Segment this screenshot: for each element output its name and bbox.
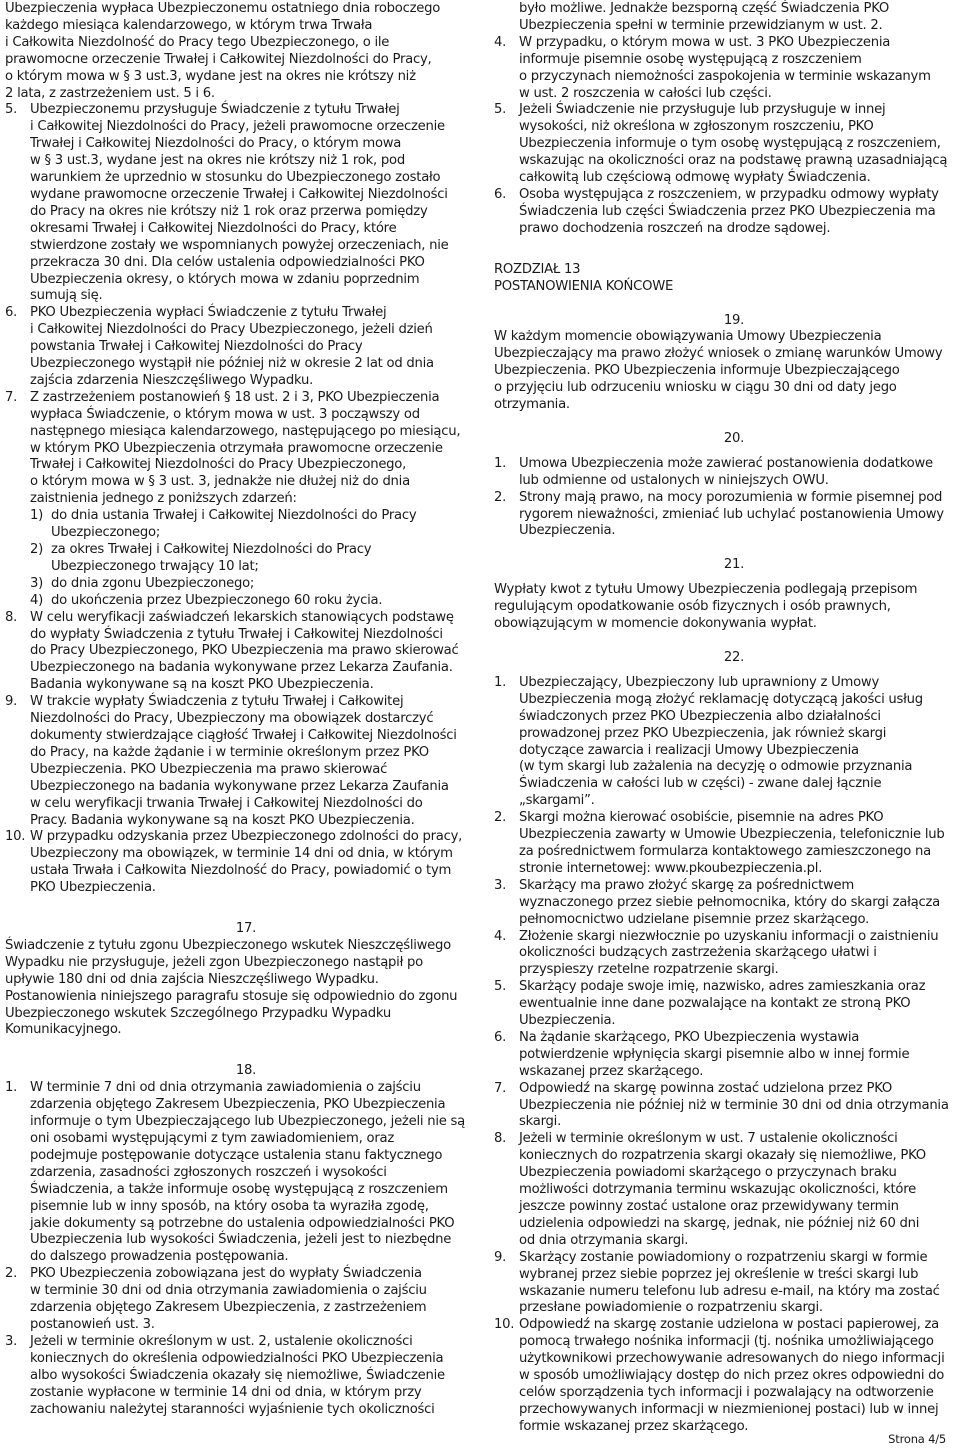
numbered-item (494, 929, 954, 980)
text-line: regulującym opodatkowanie osób fizycznych i osób prawnych, (494, 599, 891, 615)
text-line: Komunikacyjnego. (5, 1022, 122, 1038)
text-line: Ubezpieczonego trwający 10 lat; (51, 558, 259, 574)
text-line: przyspieszy rzetelne rozpatrzenie skargi. (519, 962, 779, 978)
text-line: Jeżeli w terminie określonym w ust. 2, ustalenie okoliczności (30, 1333, 413, 1349)
numbered-item (494, 102, 954, 187)
section-22-items (494, 675, 954, 1436)
text-line: w celu weryfikacji trwania Trwałej i Całkowitej Niezdolności do (30, 795, 423, 811)
text-line: wskazanie numeru telefonu lub adresu e-mail, na który ma zostać (519, 1283, 940, 1299)
text-line: prowadzonej przez PKO Ubezpieczenia, jak również skargi (519, 725, 887, 741)
text-line: stwierdzone zostały we wspomnianych powyżej orzeczeniach, nie (30, 237, 449, 253)
text-line: o którym mowa w § 3 ust.3, wydane jest na okres nie krótszy niż (5, 68, 416, 84)
item-number: 6. (494, 186, 507, 202)
text-line: W przypadku, o którym mowa w ust. 3 PKO Ubezpieczenia (519, 34, 891, 50)
item-number: 6. (5, 305, 18, 321)
text-line: Ubezpieczenia zawarty w Umowie Ubezpieczenia, telefonicznie lub (519, 827, 945, 843)
text-line: upływie 180 dni od dnia zajścia Nieszczęśliwego Wypadku. (5, 971, 379, 987)
text-line: Wypłaty kwot z tytułu Umowy Ubezpieczenia podlegają przepisom (494, 582, 918, 598)
numbered-item (494, 490, 954, 541)
item-number: 1. (494, 455, 507, 471)
text-line: Świadczenie z tytułu zgonu Ubezpieczonego wskutek Nieszczęśliwego (5, 937, 451, 953)
item-number: 5. (5, 102, 18, 118)
text-line: pisemnie lub w inny sposób, na który osoba ta wyraziła zgodę, (30, 1198, 429, 1214)
text-line: o którym mowa w § 3 ust. 3, jednakże nie dłużej niż do dnia (30, 474, 410, 490)
section-17-text (5, 938, 467, 1039)
text-line: do dnia zgonu Ubezpieczonego; (51, 575, 255, 591)
text-line: otrzymania. (494, 397, 570, 413)
text-line: Wypadku nie przysługuje, jeżeli zgon Ubezpieczonego nastąpił po (5, 954, 423, 970)
text-line: Świadczenia w całości lub w części) - zwane dalej łącznie (519, 776, 882, 792)
text-line: warunkiem że uprzednio w stosunku do Ubezpieczonego zostało (30, 170, 441, 186)
chapter-number: ROZDZIAŁ 13 (494, 261, 581, 277)
text-line: 2 lata, z zastrzeżeniem ust. 5 i 6. (5, 85, 215, 101)
text-line: możliwości dotrzymania terminu wskazując okoliczności, które (519, 1182, 916, 1198)
text-line: całkowitą lub częściową odmowę wypłaty Świadczenia. (519, 170, 871, 186)
numbered-item (5, 610, 467, 695)
numbered-item (5, 1266, 467, 1334)
text-line: o przyjęciu lub odrzuceniu wniosku w ciągu 30 dni od daty jego (494, 380, 897, 396)
numbered-item (494, 187, 954, 238)
numbered-item (5, 390, 467, 508)
section-16-items-b (5, 610, 467, 897)
text-line: Ubezpieczenia. (519, 523, 616, 539)
text-line: było możliwe. Jednakże bezsporną część Świadczenia PKO (519, 1, 890, 16)
page-number: Strona 4/5 (888, 1432, 946, 1446)
text-line: koniecznych do rozpatrzenia skargi okazały się niemożliwe, PKO (519, 1148, 926, 1164)
item-number: 2) (30, 542, 44, 557)
text-line: i Całkowitej Niezdolności do Pracy, jeżeli prawomocne orzeczenie (30, 119, 445, 135)
text-line: Ubezpieczonego wskutek Szczególnego Przypadku Wypadku (5, 1005, 391, 1021)
text-line: Ubezpieczenia okresy, o których mowa w zdaniu poprzednim (30, 271, 420, 287)
text-line: jakie dokumenty są potrzebne do ustalenia odpowiedzialności PKO (30, 1215, 455, 1231)
text-line: Ubezpieczonego na badania wykonywane przez Lekarza Zaufania. (30, 660, 453, 676)
text-line: Skargi można kierować osobiście, pisemnie na adres PKO (519, 810, 884, 826)
text-line: w § 3 ust.3, wydane jest na okres nie krótszy niż 1 rok, pod (30, 153, 405, 169)
numbered-item (494, 979, 954, 1030)
text-line: do Pracy Ubezpieczonego, PKO Ubezpieczenia ma prawo skierować (30, 643, 459, 659)
item-number: 7. (494, 1080, 507, 1096)
text-line: potwierdzenie wpłynięcia skargi pisemnie albo w innej formie (519, 1046, 910, 1062)
text-line: następnego miesiąca kalendarzowego, następującego po miesiącu, (30, 423, 461, 439)
text-line: wypłaca Świadczenie, o którym mowa w ust. 3 począwszy od (30, 406, 420, 422)
intro-paragraph (5, 1, 467, 102)
item-number: 5. (494, 102, 507, 118)
sub-list-item (5, 508, 467, 542)
chapter-heading (494, 262, 954, 296)
text-line: Umowa Ubezpieczenia może zawierać postanowienia dodatkowe (519, 455, 933, 471)
section-19-title: 19. (723, 312, 745, 328)
text-line: Ubezpieczonego na badania wykonywane przez Lekarza Zaufania (30, 778, 449, 794)
text-line: Skarżący ma prawo złożyć skargę za pośrednictwem (519, 877, 855, 893)
text-line: W terminie 7 dni od dnia otrzymania zawiadomienia o zajściu (30, 1080, 421, 1096)
section-19-text (494, 329, 954, 414)
right-column (494, 0, 954, 1436)
item-number: 1. (5, 1080, 18, 1096)
text-line: jeszcze powinny zostać ustalone oraz przewidywany termin (519, 1199, 899, 1214)
text-line: Ubezpieczenia nie później niż w terminie 30 dni od dnia otrzymania (519, 1097, 949, 1113)
text-line: Ubezpieczony ma obowiązek, w terminie 14 dni od dnia, w którym (30, 846, 453, 862)
text-line: Na żądanie skarżącego, PKO Ubezpieczenia wystawia (519, 1029, 860, 1045)
text-line: okresami Trwałej i Całkowitej Niezdolności do Pracy, które (30, 220, 397, 236)
text-line: W przypadku odzyskania przez Ubezpieczonego zdolności do pracy, (30, 829, 463, 845)
section-18-continuation (494, 1, 954, 35)
text-line: wysokości, niż określona w zgłoszonym roszczeniu, PKO (519, 119, 874, 135)
item-number: 4. (494, 34, 507, 50)
numbered-item (494, 1030, 954, 1081)
text-line: do wypłaty Świadczenia z tytułu Trwałej i Całkowitej Niezdolności (30, 626, 443, 642)
text-line: Skarżący podaje swoje imię, nazwisko, adres zamieszkania oraz (519, 979, 926, 995)
text-line: oni osobami występującymi z tym zawiadomieniem, oraz (30, 1131, 395, 1146)
section-21-title: 21. (723, 557, 745, 573)
item-number: 6. (494, 1029, 507, 1045)
numbered-item (5, 102, 467, 305)
text-line: każdego miesiąca kalendarzowego, w którym trwa Trwała (5, 17, 373, 33)
text-line: Ubezpieczenia lub wysokości Świadczenia, jeżeli jest to niezbędne (30, 1232, 452, 1248)
item-number: 3. (5, 1333, 18, 1349)
text-line: Jeżeli w terminie określonym w ust. 7 ustalenie okoliczności (519, 1131, 898, 1147)
numbered-item (5, 1080, 467, 1266)
text-line: użytkownikowi przechowywanie adresowanych do niego informacji (519, 1351, 945, 1367)
item-number: 8. (494, 1131, 507, 1147)
text-line: Ubezpieczenia informuje o tym osobę występującą z roszczeniem, (519, 136, 941, 152)
item-number: 9. (494, 1249, 507, 1265)
sub-list-item (5, 542, 467, 576)
text-line: Świadczenia, a także informuje osobę występującą z roszczeniem (30, 1181, 448, 1197)
section-22-title: 22. (723, 650, 745, 665)
text-line: Z zastrzeżeniem postanowień § 18 ust. 2 i 3, PKO Ubezpieczenia (30, 389, 440, 405)
text-line: Świadczenia lub części Świadczenia przez PKO Ubezpieczenia ma (519, 203, 936, 219)
text-line: Skarżący zostanie powiadomiony o rozpatrzeniu skargi w formie (519, 1249, 928, 1265)
text-line: do dnia ustania Trwałej i Całkowitej Niezdolności do Pracy (51, 508, 417, 524)
text-line: wydane prawomocne orzeczenie Trwałej i Całkowitej Niezdolności (30, 186, 448, 202)
text-line: Ubezpieczenia wypłaca Ubezpieczonemu ostatniego dnia roboczego (5, 1, 441, 16)
item-number: 2. (494, 810, 507, 826)
text-line: Odpowiedź na skargę powinna zostać udzielona przez PKO (519, 1080, 893, 1096)
text-line: W celu weryfikacji zaświadczeń lekarskich stanowiących podstawę (30, 609, 454, 625)
text-line: lub odmienne od ustalonych w niniejszych OWU. (519, 472, 829, 488)
numbered-item (494, 878, 954, 929)
text-line: Złożenie skargi niezwłocznie po uzyskaniu informacji o zaistnieniu (519, 928, 939, 944)
text-line: dotyczące zawarcia i realizacji Umowy Ubezpieczenia (519, 742, 859, 758)
section-20-title: 20. (723, 430, 745, 446)
text-line: koniecznych do określenia odpowiedzialności PKO Ubezpieczenia (30, 1350, 444, 1366)
item-number: 1. (494, 674, 507, 690)
text-line: do Pracy na okres nie krótszy niż 1 rok oraz przerwa pomiędzy (30, 203, 428, 219)
numbered-item (5, 829, 467, 897)
numbered-item (5, 305, 467, 390)
text-line: Postanowienia niniejszego paragrafu stosuje się odpowiednio do zgonu (5, 988, 458, 1004)
text-line: powstania Trwałej i Całkowitej Niezdolności do Pracy (30, 339, 363, 355)
text-line: przechowywanych informacji w niezmienionej postaci) lub w innej (519, 1401, 939, 1417)
text-line: Osoba występująca z roszczeniem, w przypadku odmowy wypłaty (519, 186, 939, 202)
text-line: przesłane powiadomienie o rozpatrzeniu skargi. (519, 1300, 823, 1316)
text-line: wskazanej przez skarżącego. (519, 1063, 704, 1079)
text-line: formie wskazanej przez skarżącego. (519, 1418, 749, 1434)
text-line: w ust. 2 roszczenia w całości lub części. (519, 85, 772, 101)
section-18-items (5, 1080, 467, 1418)
section-18-title: 18. (235, 1063, 257, 1079)
text-line: do dalszego prowadzenia postępowania. (30, 1249, 289, 1265)
text-line: stronie internetowej: www.pkoubezpieczenia.pl. (519, 860, 823, 876)
item-number: 3) (30, 575, 44, 591)
text-line: rygorem nieważności, zmieniać lub uchylać postanowienia Umowy (519, 506, 944, 522)
text-line: zdarzenia objętego Zakresem Ubezpieczenia, z zastrzeżeniem (30, 1300, 427, 1316)
text-line: Ubezpieczonego; (51, 525, 161, 541)
text-line: sumują się. (30, 288, 103, 304)
text-line: PKO Ubezpieczenia. (30, 880, 156, 896)
text-line: od dnia otrzymania skargi. (519, 1232, 689, 1248)
item-number: 7. (5, 389, 18, 405)
numbered-item (494, 1131, 954, 1249)
item-number: 8. (5, 609, 18, 625)
numbered-item (494, 35, 954, 103)
text-line: Ubezpieczający, Ubezpieczony lub uprawniony z Umowy (519, 674, 880, 690)
text-line: za okres Trwałej i Całkowitej Niezdolności do Pracy (51, 542, 372, 557)
text-line: Ubezpieczenia. PKO Ubezpieczenia informuje Ubezpieczającego (494, 363, 900, 379)
text-line: przekracza 30 dni. Dla celów ustalenia odpowiedzialności PKO (30, 254, 425, 270)
text-line: o przyczynach niemożności zaspokojenia w terminie wskazanym (519, 68, 931, 84)
numbered-item (494, 810, 954, 878)
text-line: informuje pisemnie osobę występującą z roszczeniem (519, 51, 862, 67)
numbered-item (494, 675, 954, 810)
item-number: 3. (494, 877, 507, 893)
chapter-title: POSTANOWIENIA KOŃCOWE (494, 278, 674, 294)
text-line: udzielenia odpowiedzi na skargę, jednak, nie później niż 60 dni (519, 1215, 920, 1231)
section-20-items (494, 456, 954, 541)
text-line: obowiązującym w momencie dokonywania wypłat. (494, 616, 817, 632)
text-line: „skargami”. (519, 793, 595, 809)
text-line: i Całkowita Niezdolność do Pracy tego Ubezpieczonego, o ile (5, 34, 390, 50)
text-line: Badania wykonywane są na koszt PKO Ubezpieczenia. (30, 677, 374, 693)
text-line: okoliczności budzących zastrzeżenia skarżącego ułatwi i (519, 945, 877, 961)
item-number: 1) (30, 508, 44, 524)
text-line: zajścia zdarzenia Nieszczęśliwego Wypadku. (30, 372, 314, 388)
item-number: 5. (494, 979, 507, 995)
text-line: świadczonych przez PKO Ubezpieczenia albo działalności (519, 708, 881, 724)
numbered-item (494, 1317, 954, 1435)
item-number: 10. (494, 1317, 515, 1333)
text-line: zostanie wypłacone w terminie 14 dni od dnia, w którym przy (30, 1384, 422, 1400)
text-line: Ubezpieczający ma prawo złożyć wniosek o zmianę warunków Umowy (494, 346, 943, 362)
text-line: informuje o tym Ubezpieczającego lub Ubezpieczonego, jeżeli nie są (30, 1114, 466, 1130)
sub-list-item (5, 576, 467, 593)
text-line: Ubezpieczonemu przysługuje Świadczenie z tytułu Trwałej (30, 102, 400, 118)
text-line: zachowaniu należytej staranności wyjaśnienie tych okoliczności (30, 1401, 435, 1417)
text-line: postanowień ust. 3. (30, 1316, 155, 1332)
text-line: celów sporządzenia tych informacji i pozwalający na odtworzenie (519, 1384, 934, 1400)
section-21-text (494, 582, 954, 633)
text-line: Niezdolności do Pracy, Ubezpieczony ma obowiązek dostarczyć (30, 711, 434, 727)
text-line: podejmuje postępowanie dotyczące ustalenia stanu faktycznego (30, 1147, 443, 1163)
text-line: w którym PKO Ubezpieczenia otrzymała prawomocne orzeczenie (30, 440, 443, 456)
text-line: Ubezpieczenia powiadomi skarżącego o przyczynach braku (519, 1165, 897, 1181)
text-line: Odpowiedź na skargę zostanie udzielona w postaci papierowej, za (519, 1317, 939, 1333)
text-line: Ubezpieczenia spełni w terminie przewidzianym w ust. 2. (519, 17, 883, 33)
text-line: do ukończenia przez Ubezpieczonego 60 roku życia. (51, 592, 383, 608)
text-line: Strony mają prawo, na mocy porozumienia w formie pisemnej pod (519, 489, 943, 505)
numbered-item (5, 1334, 467, 1419)
text-line: zaistnienia jednego z poniższych zdarzeń: (30, 491, 297, 507)
item-number: 2. (494, 489, 507, 505)
text-line: do Pracy, na każde żądanie i w terminie określonym przez PKO (30, 744, 429, 760)
text-line: dokumenty stwierdzające ciągłość Trwałej i Całkowitej Niezdolności (30, 727, 457, 743)
item-number: 4) (30, 592, 44, 608)
text-line: wybranej przez siebie poprzez jej określenie w treści skargi lub (519, 1266, 919, 1282)
numbered-item (494, 1081, 954, 1132)
text-line: prawo dochodzenia roszczeń na drodze sądowej. (519, 220, 831, 236)
text-line: Trwałej i Całkowitej Niezdolności do Pracy, o którym mowa (30, 136, 402, 152)
item-number: 4. (494, 928, 507, 944)
item-number: 2. (5, 1266, 18, 1282)
sub-list-item (5, 593, 467, 610)
text-line: W każdym momencie obowiązywania Umowy Ubezpieczenia (494, 329, 882, 345)
text-line: ewentualnie inne dane pozwalające na kontakt ze stroną PKO (519, 996, 911, 1012)
left-column (5, 0, 467, 1418)
text-line: Ubezpieczenia mogą złożyć reklamację dotyczącą jakości usług (519, 691, 923, 707)
text-line: w sposób umożliwiający dostęp do nich przez okres odpowiedni do (519, 1368, 945, 1384)
numbered-item (494, 456, 954, 490)
text-line: i Całkowitej Niezdolności do Pracy Ubezpieczonego, jeżeli dzień (30, 322, 433, 338)
section-17-title: 17. (235, 921, 257, 937)
text-line: Trwałej i Całkowitej Niezdolności do Pracy Ubezpieczonego, (30, 457, 407, 473)
text-line: PKO Ubezpieczenia wypłaci Świadczenie z tytułu Trwałej (30, 305, 387, 321)
item-number: 9. (5, 694, 18, 710)
text-line: wskazując na okoliczności oraz na podstawę prawną uzasadniającą (519, 153, 948, 169)
text-line: Ubezpieczenia. PKO Ubezpieczenia ma prawo skierować (30, 761, 388, 777)
text-line: (w tym skargi lub zażalenia na decyzję o odmowie przyznania (519, 759, 913, 775)
text-line: zdarzenia, zasadności zgłoszonych roszczeń i wysokości (30, 1164, 387, 1180)
text-line: W trakcie wypłaty Świadczenia z tytułu Trwałej i Całkowitej (30, 694, 404, 710)
text-line: za pośrednictwem formularza kontaktowego zamieszczonego na (519, 843, 931, 859)
text-line: PKO Ubezpieczenia zobowiązana jest do wypłaty Świadczenia (30, 1266, 422, 1282)
text-line: pełnomocnictwo udzielane pisemnie przez skarżącego. (519, 911, 870, 927)
text-line: Pracy. Badania wykonywane są na koszt PKO Ubezpieczenia. (30, 812, 415, 828)
section-16-items-a (5, 102, 467, 508)
text-line: wyznaczonego przez siebie pełnomocnika, który do skargi załącza (519, 894, 940, 910)
text-line: prawomocne orzeczenie Trwałej i Całkowitej Niezdolności do Pracy, (5, 51, 432, 67)
section-16-subitems (5, 508, 467, 609)
text-line: ustała Trwała i Całkowita Niezdolność do Pracy, powiadomić o tym (30, 863, 452, 879)
text-line: pomocą trwałego nośnika informacji (tj. nośnika umożliwiającego (519, 1334, 934, 1350)
text-line: albo wysokości Świadczenia okazały się niemożliwe, Świadczenie (30, 1367, 445, 1383)
text-line: skargi. (519, 1114, 562, 1130)
numbered-item (5, 694, 467, 829)
text-line: zdarzenia objętego Zakresem Ubezpieczenia, PKO Ubezpieczenia (30, 1097, 446, 1113)
text-line: w terminie 30 dni od dnia otrzymania zawiadomienia o zajściu (30, 1283, 427, 1299)
text-line: Jeżeli Świadczenie nie przysługuje lub przysługuje w innej (519, 102, 886, 118)
item-number: 10. (5, 829, 26, 845)
numbered-item (494, 1250, 954, 1318)
section-18-items-b (494, 35, 954, 238)
text-line: Ubezpieczonego wystąpił nie później niż w okresie 2 lat od dnia (30, 356, 434, 372)
text-line: Ubezpieczenia. (519, 1013, 616, 1029)
